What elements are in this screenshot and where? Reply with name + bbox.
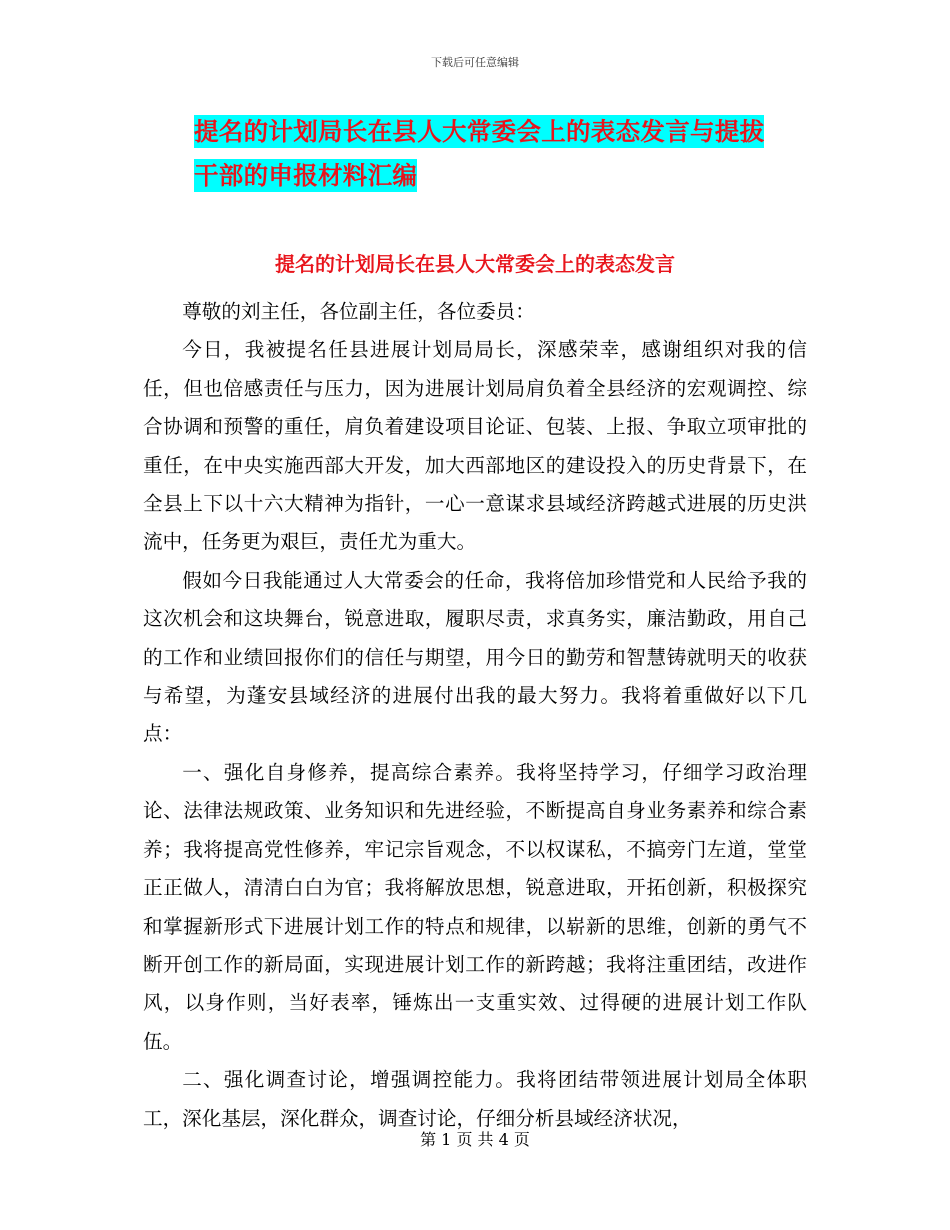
salutation-paragraph: 尊敬的刘主任，各位副主任，各位委员： xyxy=(182,300,535,323)
document-body xyxy=(143,293,807,1138)
body-paragraph: 今日，我被提名任县进展计划局局长，深感荣幸，感谢组织对我的信任，但也倍感责任与压力，因为进展计划局肩负着全县经济的宏观调控、综合协调和预警的重任，肩负着建设项目论证、包装、上报、争取立项审批的重任，在中央实施西部大开发，加大西部地区的建设投入的历史背景下，在全县上下以十六大精神为指针，一心一意谋求县域经济跨越式进展的历史洪流中，任务更为艰巨，责任尤为重大。 xyxy=(143,338,807,554)
page-number-footer: 第 1 页 共 4 页 xyxy=(420,1130,530,1149)
body-paragraph: 假如今日我能通过人大常委会的任命，我将倍加珍惜党和人民给予我的这次机会和这块舞台，锐意进取，履职尽责，求真务实，廉洁勤政，用自己的工作和业绩回报你们的信任与期望，用今日的勤劳和智慧铸就明天的收获与希望，为蓬安县域经济的进展付出我的最大努力。我将着重做好以下几点： xyxy=(143,568,807,746)
document-title-line-2: 干部的申报材料汇编 xyxy=(194,161,418,190)
page-header-note: 下载后可任意编辑 xyxy=(431,56,519,69)
section-title: 提名的计划局长在县人大常委会上的表态发言 xyxy=(275,252,675,276)
body-paragraph: 一、强化自身修养，提高综合素养。我将坚持学习，仔细学习政治理论、法律法规政策、业务知识和先进经验，不断提高自身业务素养和综合素养；我将提高党性修养，牢记宗旨观念，不以权谋私，不搞旁门左道，堂堂正正做人，清清白白为官；我将解放思想，锐意进取，开拓创新，积极探究和掌握新形式下进展计划工作的特点和规律，以崭新的思维，创新的勇气不断开创工作的新局面，实现进展计划工作的新跨越；我将注重团结，改进作风，以身作则，当好表率，锤炼出一支重实效、过得硬的进展计划工作队伍。 xyxy=(143,760,807,1053)
document-title-line-1: 提名的计划局长在县人大常委会上的表态发言与提拔 xyxy=(194,117,765,146)
document-title xyxy=(194,110,806,198)
body-paragraph: 二、强化调查讨论，增强调控能力。我将团结带领进展计划局全体职工，深化基层，深化群众，调查讨论，仔细分析县域经济状况， xyxy=(143,1068,807,1130)
